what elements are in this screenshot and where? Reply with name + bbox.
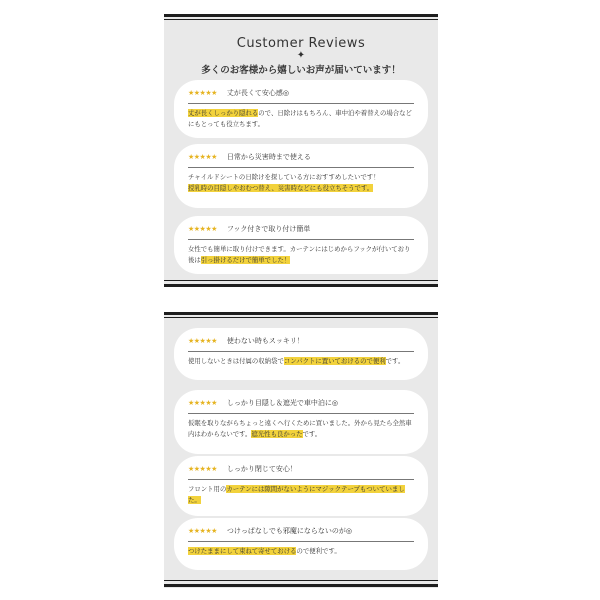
review-text: フロント用の bbox=[188, 485, 227, 493]
star-rating-icon: ★★★★★ bbox=[188, 337, 217, 345]
review-text: です。 bbox=[385, 357, 405, 365]
review-text: 仮眠を取りながらちょっと遠くへ行くために買いました。外から見たら全然車内はわからないです。 bbox=[188, 419, 412, 438]
star-rating-icon: ★★★★★ bbox=[188, 89, 217, 97]
review-card bbox=[174, 456, 428, 516]
review-title: しっかり目隠し＆遮光で車中泊に◎ bbox=[226, 399, 338, 407]
panel-bottom-rule bbox=[164, 312, 438, 315]
review-text: チャイルドシートの日除けを探している方におすすめしたいです！ bbox=[188, 173, 380, 181]
review-body bbox=[188, 484, 414, 505]
review-text: です。 bbox=[302, 429, 322, 438]
review-body bbox=[188, 244, 414, 265]
panel-bottom-bottom-rule bbox=[164, 584, 438, 587]
card-divider bbox=[188, 351, 414, 352]
review-text: 使用しないときは付属の収納袋で bbox=[188, 357, 284, 365]
card-divider bbox=[188, 103, 414, 104]
review-highlight: 引っ掛けるだけで簡単でした！ bbox=[200, 255, 291, 264]
reviews-panel-top bbox=[164, 14, 438, 284]
review-highlight: 丈が長くしっかり隠れる bbox=[188, 109, 259, 117]
review-body bbox=[188, 546, 414, 557]
star-rating-icon: ★★★★★ bbox=[188, 527, 217, 535]
star-rating-icon: ★★★★★ bbox=[188, 153, 217, 161]
review-card bbox=[174, 328, 428, 380]
review-body bbox=[188, 418, 414, 439]
review-highlight: つけたままにして束ねて寄せておける bbox=[188, 547, 297, 555]
star-rating-icon: ★★★★★ bbox=[188, 465, 217, 473]
panel-top-rule-thin bbox=[164, 19, 438, 20]
review-title: しっかり閉じて安心！ bbox=[226, 465, 297, 473]
sparkle-icon: ✦ bbox=[296, 50, 306, 61]
review-title: 使わない時もスッキリ！ bbox=[226, 337, 304, 345]
review-highlight: 遮光性も良かった bbox=[251, 429, 303, 438]
section-title: Customer Reviews bbox=[236, 36, 366, 51]
review-highlight: カーテンには隙間がないようにマジックテープもついていました。 bbox=[188, 485, 405, 504]
panel-bottom-rule-thin bbox=[164, 317, 438, 318]
review-card bbox=[174, 80, 428, 138]
review-card bbox=[174, 144, 428, 208]
review-card bbox=[174, 216, 428, 274]
review-highlight: コンパクトに置いておけるので便利 bbox=[283, 357, 386, 365]
review-title: 日常から災害時まで使える bbox=[226, 153, 311, 161]
review-title: つけっぱなしでも邪魔にならないのが◎ bbox=[226, 527, 352, 535]
star-rating-icon: ★★★★★ bbox=[188, 225, 217, 233]
card-divider bbox=[188, 479, 414, 480]
review-body bbox=[188, 172, 414, 193]
panel-top-bottom-rule bbox=[164, 284, 438, 287]
card-divider bbox=[188, 239, 414, 240]
review-body bbox=[188, 108, 414, 129]
section-subtitle: 多くのお客様から嬉しいお声が届いています！ bbox=[201, 65, 401, 76]
review-text: ので、日除けはもちろん、車中泊や着替えの場合などにもとっても役立ちます。 bbox=[188, 109, 412, 128]
review-card bbox=[174, 390, 428, 454]
star-rating-icon: ★★★★★ bbox=[188, 399, 217, 407]
card-divider bbox=[188, 413, 414, 414]
review-card bbox=[174, 518, 428, 570]
panel-top-rule bbox=[164, 14, 438, 17]
review-body bbox=[188, 356, 414, 367]
card-divider bbox=[188, 541, 414, 542]
panel-top-bottom-rule-thin bbox=[164, 280, 438, 281]
card-divider bbox=[188, 167, 414, 168]
review-title: 丈が長くて安心感◎ bbox=[226, 89, 289, 97]
review-title: フック付きで取り付け簡単 bbox=[226, 225, 311, 233]
review-text: 女性でも簡単に取り付けできます。カーテンにはじめからフックが付いており 後は bbox=[188, 245, 411, 264]
review-highlight: 授乳時の目隠しやおむつ替え、災害時などにも役立ちそうです。 bbox=[188, 183, 374, 192]
review-text: ので便利です。 bbox=[296, 547, 341, 555]
panel-bottom-bottom-rule-thin bbox=[164, 580, 438, 581]
reviews-panel-bottom bbox=[164, 312, 438, 588]
